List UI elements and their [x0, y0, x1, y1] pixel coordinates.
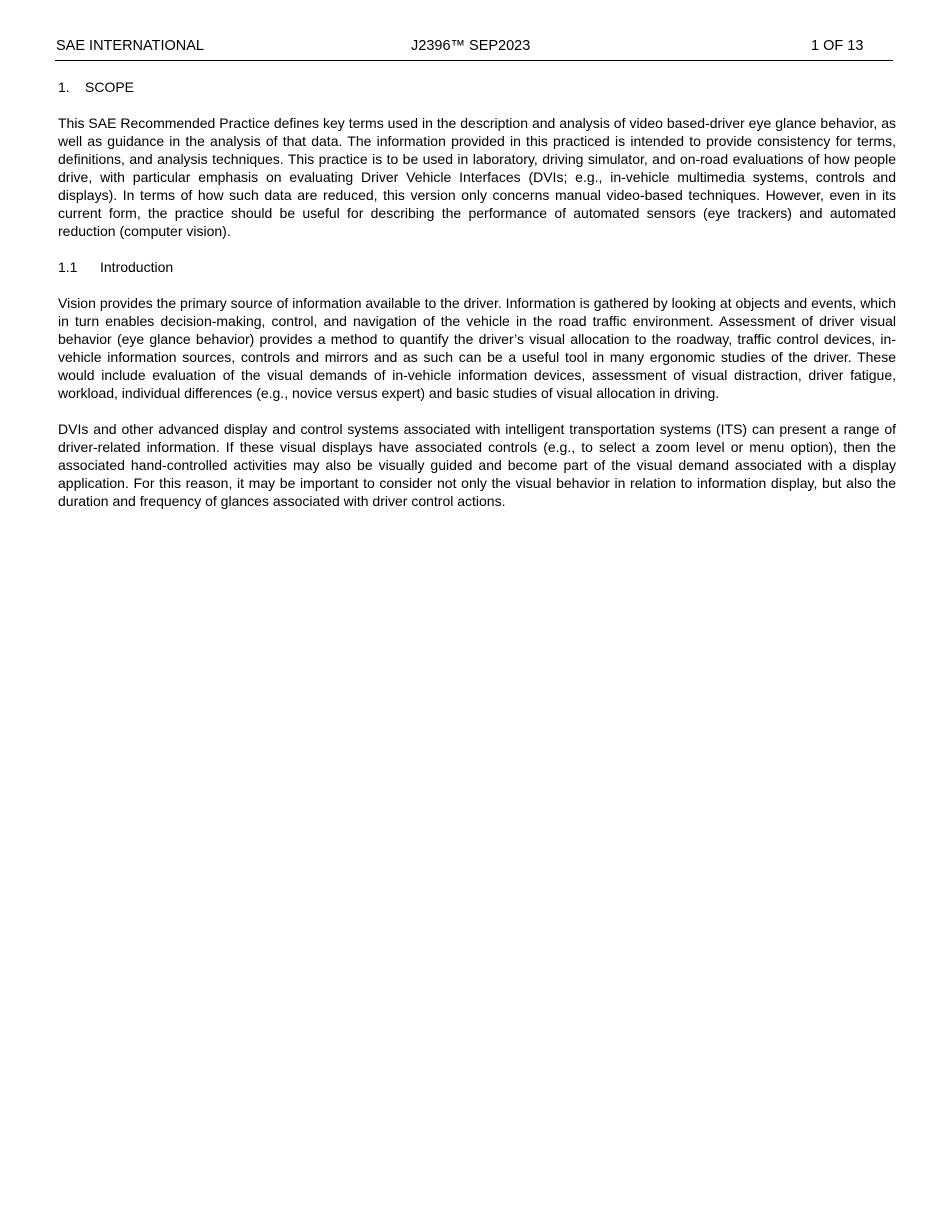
section-heading-introduction: [58, 258, 896, 276]
section-title: SCOPE: [85, 79, 135, 95]
section-title: Introduction: [100, 259, 174, 275]
introduction-paragraph-1: Vision provides the primary source of information available to the driver. Information is gathered by looking at objects and events, which in turn enables decision-making, control, and navigation of the vehicle in the road traffic environment. Assessment of driver visual behavior (eye glance behavior) provides a method to quantify the driver’s visual allocation to the roadway, traffic control devices, in-vehicle information sources, controls and mirrors and as such can be a useful tool in many ergonomic studies of the driver. These would include evaluation of the visual demands of in-vehicle information devices, assessment of visual distraction, driver fatigue, workload, individual differences (e.g., novice versus expert) and basic studies of visual allocation in driving.: [58, 295, 896, 401]
document-body: [58, 78, 896, 528]
section-number: 1.: [58, 79, 70, 95]
section-heading-scope: [58, 78, 896, 96]
introduction-paragraph-2: DVIs and other advanced display and control systems associated with intelligent transportation systems (ITS) can present a range of driver-related information. If these visual displays have associated controls (e.g., to select a zoom level or menu option), then the associated hand-controlled activities may also be visually guided and become part of the visual demand associated with a display application. For this reason, it may be important to consider not only the visual behavior in relation to information display, but also the duration and frequency of glances associated with driver control actions.: [58, 421, 896, 509]
page-header: [55, 36, 893, 61]
header-organization: SAE INTERNATIONAL: [56, 38, 204, 54]
header-page-number: 1 OF 13: [811, 38, 864, 54]
scope-paragraph: This SAE Recommended Practice defines key terms used in the description and analysis of video based-driver eye glance behavior, as well as guidance in the analysis of that data. The information provided in this practiced is intended to provide consistency for terms, definitions, and analysis techniques. This practice is to be used in laboratory, driving simulator, and on-road evaluations of how people drive, with particular emphasis on evaluating Driver Vehicle Interfaces (DVIs; e.g., in-vehicle multimedia systems, controls and displays). In terms of how such data are reduced, this version only concerns manual video-based techniques. However, even in its current form, the practice should be useful for describing the performance of automated sensors (eye trackers) and automated reduction (computer vision).: [58, 115, 896, 239]
header-document-id: J2396™ SEP2023: [411, 38, 531, 54]
section-number: 1.1: [58, 259, 78, 275]
